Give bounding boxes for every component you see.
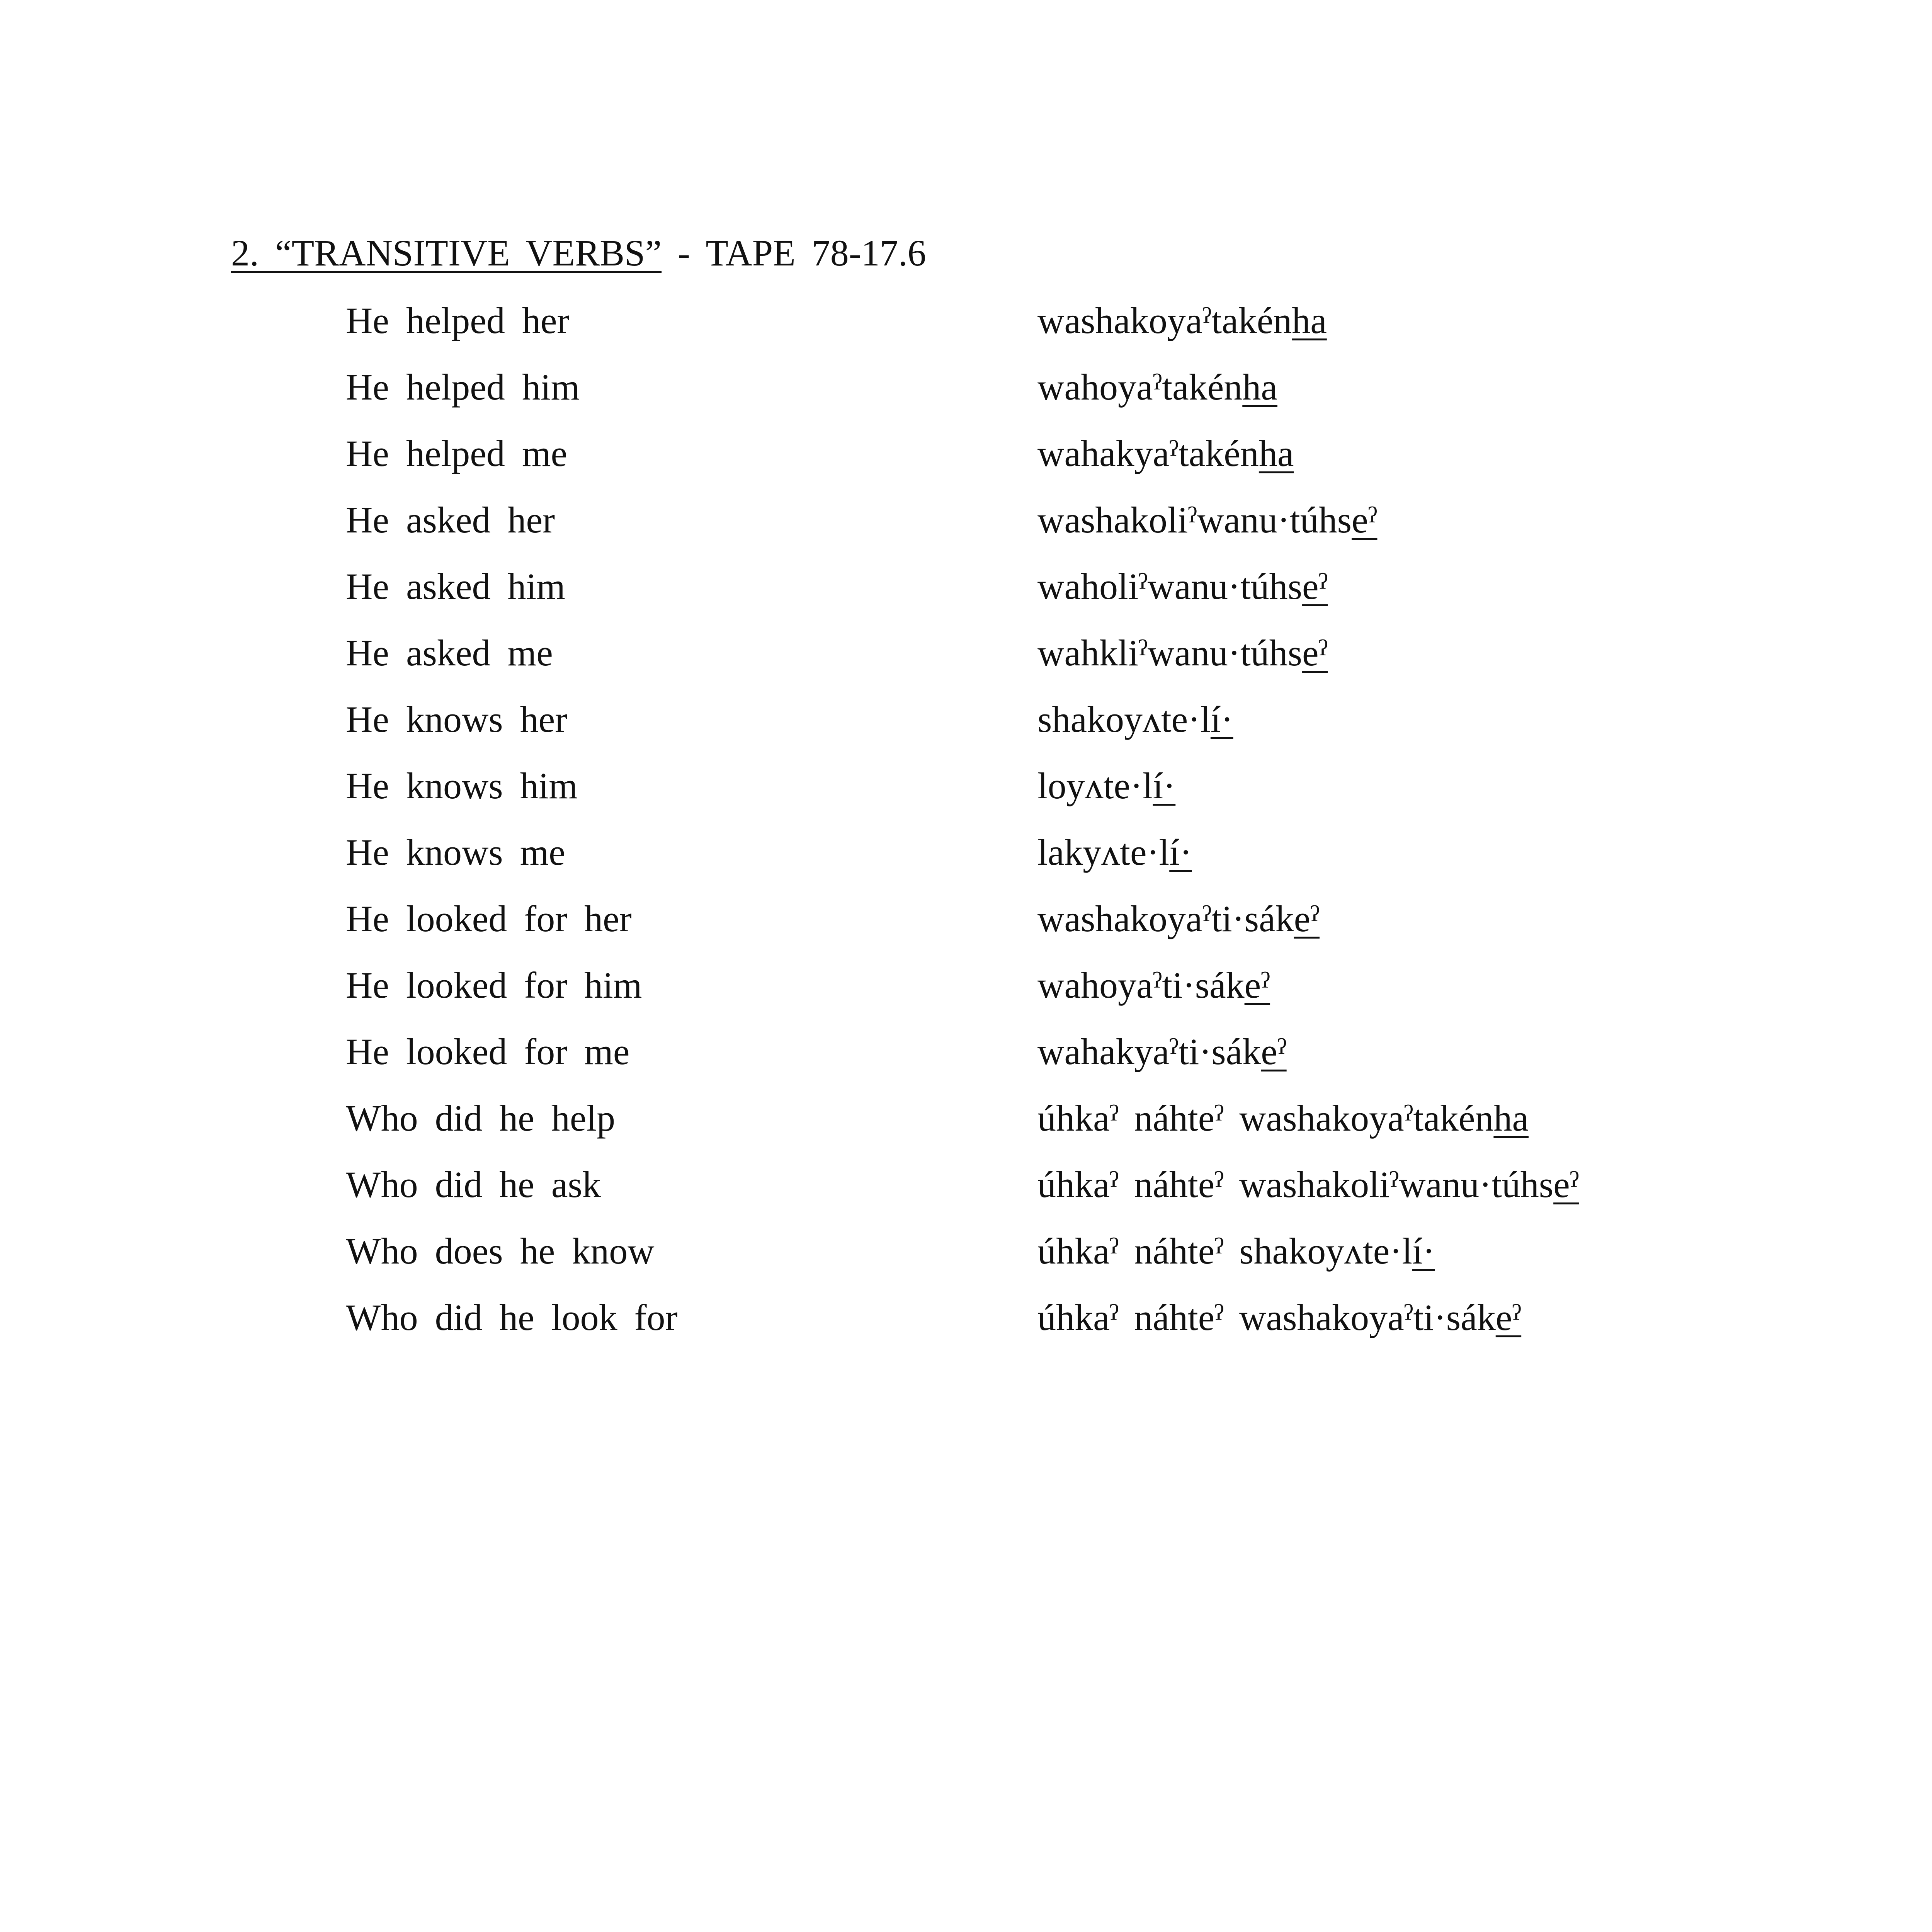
english-phrase: He looked for me (346, 1031, 630, 1072)
oneida-main: washakoyaˀtakén (1037, 300, 1292, 341)
oneida-underlined: í· (1210, 699, 1233, 740)
oneida-main: úhkaˀ náhteˀ shakoyʌte·l (1037, 1230, 1413, 1272)
oneida-main: wahakyaˀti·sák (1037, 1031, 1261, 1072)
oneida-phrase (1037, 362, 1277, 412)
oneida-main: úhkaˀ náhteˀ washakoliˀwanu·túhs (1037, 1164, 1554, 1205)
section-tape: TAPE 78-17.6 (706, 232, 926, 274)
oneida-underlined: eˀ (1352, 499, 1378, 541)
oneida-underlined: eˀ (1244, 964, 1270, 1006)
oneida-underlined: eˀ (1302, 632, 1328, 673)
oneida-phrase (1037, 495, 1377, 545)
english-phrase: Who did he help (346, 1097, 616, 1139)
english-phrase: He looked for him (346, 964, 642, 1006)
section-title: “TRANSITIVE VERBS” (275, 232, 662, 274)
oneida-underlined: ha (1259, 433, 1294, 474)
oneida-underlined: í· (1169, 832, 1192, 873)
section-heading (231, 228, 926, 278)
oneida-main: washakoliˀwanu·túhs (1037, 499, 1352, 541)
english-phrase: Who does he know (346, 1230, 655, 1272)
english-phrase: He asked me (346, 632, 553, 673)
oneida-main: úhkaˀ náhteˀ washakoyaˀtakén (1037, 1097, 1494, 1139)
oneida-main: shakoyʌte·l (1037, 699, 1211, 740)
oneida-phrase (1037, 429, 1294, 479)
english-phrase: He helped me (346, 433, 568, 474)
english-phrase: He looked for her (346, 898, 632, 939)
oneida-phrase (1037, 761, 1175, 811)
oneida-phrase (1037, 296, 1327, 346)
oneida-phrase (1037, 894, 1320, 944)
oneida-underlined: eˀ (1294, 898, 1320, 939)
oneida-main: washakoyaˀti·sák (1037, 898, 1294, 939)
oneida-phrase (1037, 628, 1328, 678)
english-phrase: He knows me (346, 832, 565, 873)
section-title-underlined (231, 232, 662, 274)
english-phrase: He helped her (346, 300, 570, 341)
oneida-underlined: eˀ (1495, 1297, 1522, 1338)
oneida-main: wahkliˀwanu·túhs (1037, 632, 1303, 673)
oneida-main: lakyʌte·l (1037, 832, 1170, 873)
english-phrase: He knows him (346, 765, 578, 806)
english-phrase: He asked her (346, 499, 555, 541)
oneida-underlined: í· (1153, 765, 1176, 806)
oneida-phrase (1037, 1160, 1579, 1210)
oneida-main: wahoyaˀti·sák (1037, 964, 1245, 1006)
oneida-underlined: ha (1493, 1097, 1529, 1139)
oneida-main: wahakyaˀtakén (1037, 433, 1259, 474)
oneida-phrase (1037, 694, 1233, 745)
oneida-phrase (1037, 1093, 1529, 1143)
english-phrase: He helped him (346, 366, 580, 408)
oneida-phrase (1037, 1027, 1287, 1077)
oneida-main: waholiˀwanu·túhs (1037, 566, 1303, 607)
english-phrase: He knows her (346, 699, 568, 740)
oneida-phrase (1037, 960, 1270, 1010)
oneida-main: wahoyaˀtakén (1037, 366, 1243, 408)
english-phrase: Who did he look for (346, 1297, 678, 1338)
oneida-phrase (1037, 1293, 1521, 1343)
oneida-underlined: eˀ (1302, 566, 1328, 607)
section-separator: - (678, 232, 690, 274)
oneida-underlined: ha (1292, 300, 1327, 341)
oneida-underlined: ha (1242, 366, 1277, 408)
oneida-underlined: eˀ (1261, 1031, 1287, 1072)
oneida-main: úhkaˀ náhteˀ washakoyaˀti·sák (1037, 1297, 1496, 1338)
oneida-phrase (1037, 561, 1328, 612)
oneida-underlined: í· (1412, 1230, 1435, 1272)
english-phrase: Who did he ask (346, 1164, 601, 1205)
oneida-underlined: eˀ (1553, 1164, 1579, 1205)
section-number: 2. (231, 232, 259, 274)
oneida-main: loyʌte·l (1037, 765, 1153, 806)
oneida-phrase (1037, 827, 1192, 878)
oneida-phrase (1037, 1226, 1435, 1276)
english-phrase: He asked him (346, 566, 565, 607)
